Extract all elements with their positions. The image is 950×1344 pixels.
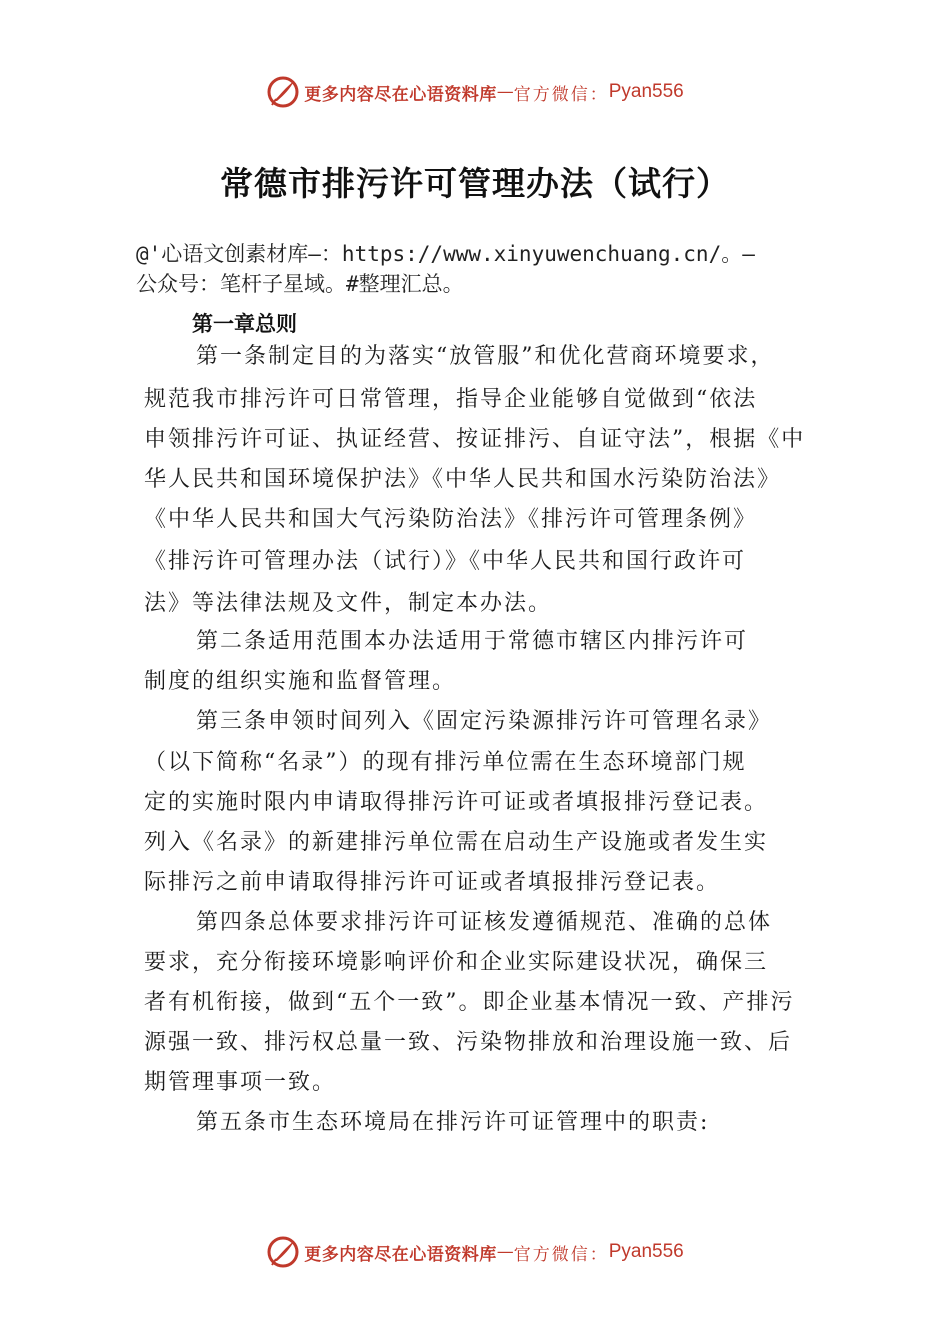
body-line: 《排污许可管理办法（试行）》《中华人民共和国行政许可 <box>144 549 747 574</box>
footer-banner <box>0 1232 950 1272</box>
body-line: 《中华人民共和国大气污染防治法》《排污许可管理条例》 <box>144 507 758 532</box>
body-line: 第三条申领时间列入《固定污染源排污许可管理名录》 <box>196 709 773 734</box>
body-line: 定的实施时限内申请取得排污许可证或者填报排污登记表。 <box>144 790 769 815</box>
body-line: 列入《名录》的新建排污单位需在启动生产设施或者发生实 <box>144 830 769 855</box>
banner-title: 更多内容尽在心语资料库 <box>304 84 497 105</box>
header-banner <box>0 72 950 112</box>
banner-separator: — <box>496 1242 514 1262</box>
body-line: 第五条市生态环境局在排污许可证管理中的职责: <box>196 1110 710 1135</box>
source-line-1: @'心语文创素材库—：https://www.xinyuwenchuang.cn/。— <box>136 242 755 266</box>
banner-separator: — <box>496 82 514 102</box>
body-line: 法》等法律法规及文件，制定本办法。 <box>144 591 553 616</box>
quill-pen-icon <box>266 75 300 109</box>
source-line-2: 公众号：笔杆子星域。#整理汇总。 <box>136 272 464 296</box>
body-line: （以下简称“名录”）的现有排污单位需在生态环境部门规 <box>144 750 747 775</box>
quill-pen-icon <box>266 1235 300 1269</box>
body-line: 制度的组织实施和监督管理。 <box>144 669 457 694</box>
chapter-heading: 第一章总则 <box>192 312 297 336</box>
body-line: 要求，充分衔接环境影响评价和企业实际建设状况，确保三 <box>144 950 769 975</box>
body-line: 第四条总体要求排污许可证核发遵循规范、准确的总体 <box>196 910 773 935</box>
body-line: 际排污之前申请取得排污许可证或者填报排污登记表。 <box>144 870 721 895</box>
body-line: 规范我市排污许可日常管理，指导企业能够自觉做到“依法 <box>144 387 758 412</box>
banner-wechat-id: Pyan556 <box>608 1241 684 1262</box>
body-line: 华人民共和国环境保护法》《中华人民共和国水污染防治法》 <box>144 467 782 492</box>
document-title: 常德市排污许可管理办法（试行） <box>220 164 730 203</box>
body-line: 者有机衔接，做到“五个一致”。即企业基本情况一致、产排污 <box>144 990 795 1015</box>
banner-title: 更多内容尽在心语资料库 <box>304 1244 497 1265</box>
banner-wechat-id: Pyan556 <box>608 81 684 102</box>
banner-wechat-label: 官方微信： <box>513 84 609 105</box>
body-line: 源强一致、排污权总量一致、污染物排放和治理设施一致、后 <box>144 1030 793 1055</box>
banner-wechat-label: 官方微信： <box>513 1244 609 1265</box>
body-line: 第一条制定目的为落实“放管服”和优化营商环境要求， <box>196 344 775 369</box>
body-line: 期管理事项一致。 <box>144 1070 337 1095</box>
body-line: 第二条适用范围本办法适用于常德市辖区内排污许可 <box>196 629 749 654</box>
body-line: 申领排污许可证、执证经营、按证排污、自证守法”，根据《中 <box>144 427 806 452</box>
